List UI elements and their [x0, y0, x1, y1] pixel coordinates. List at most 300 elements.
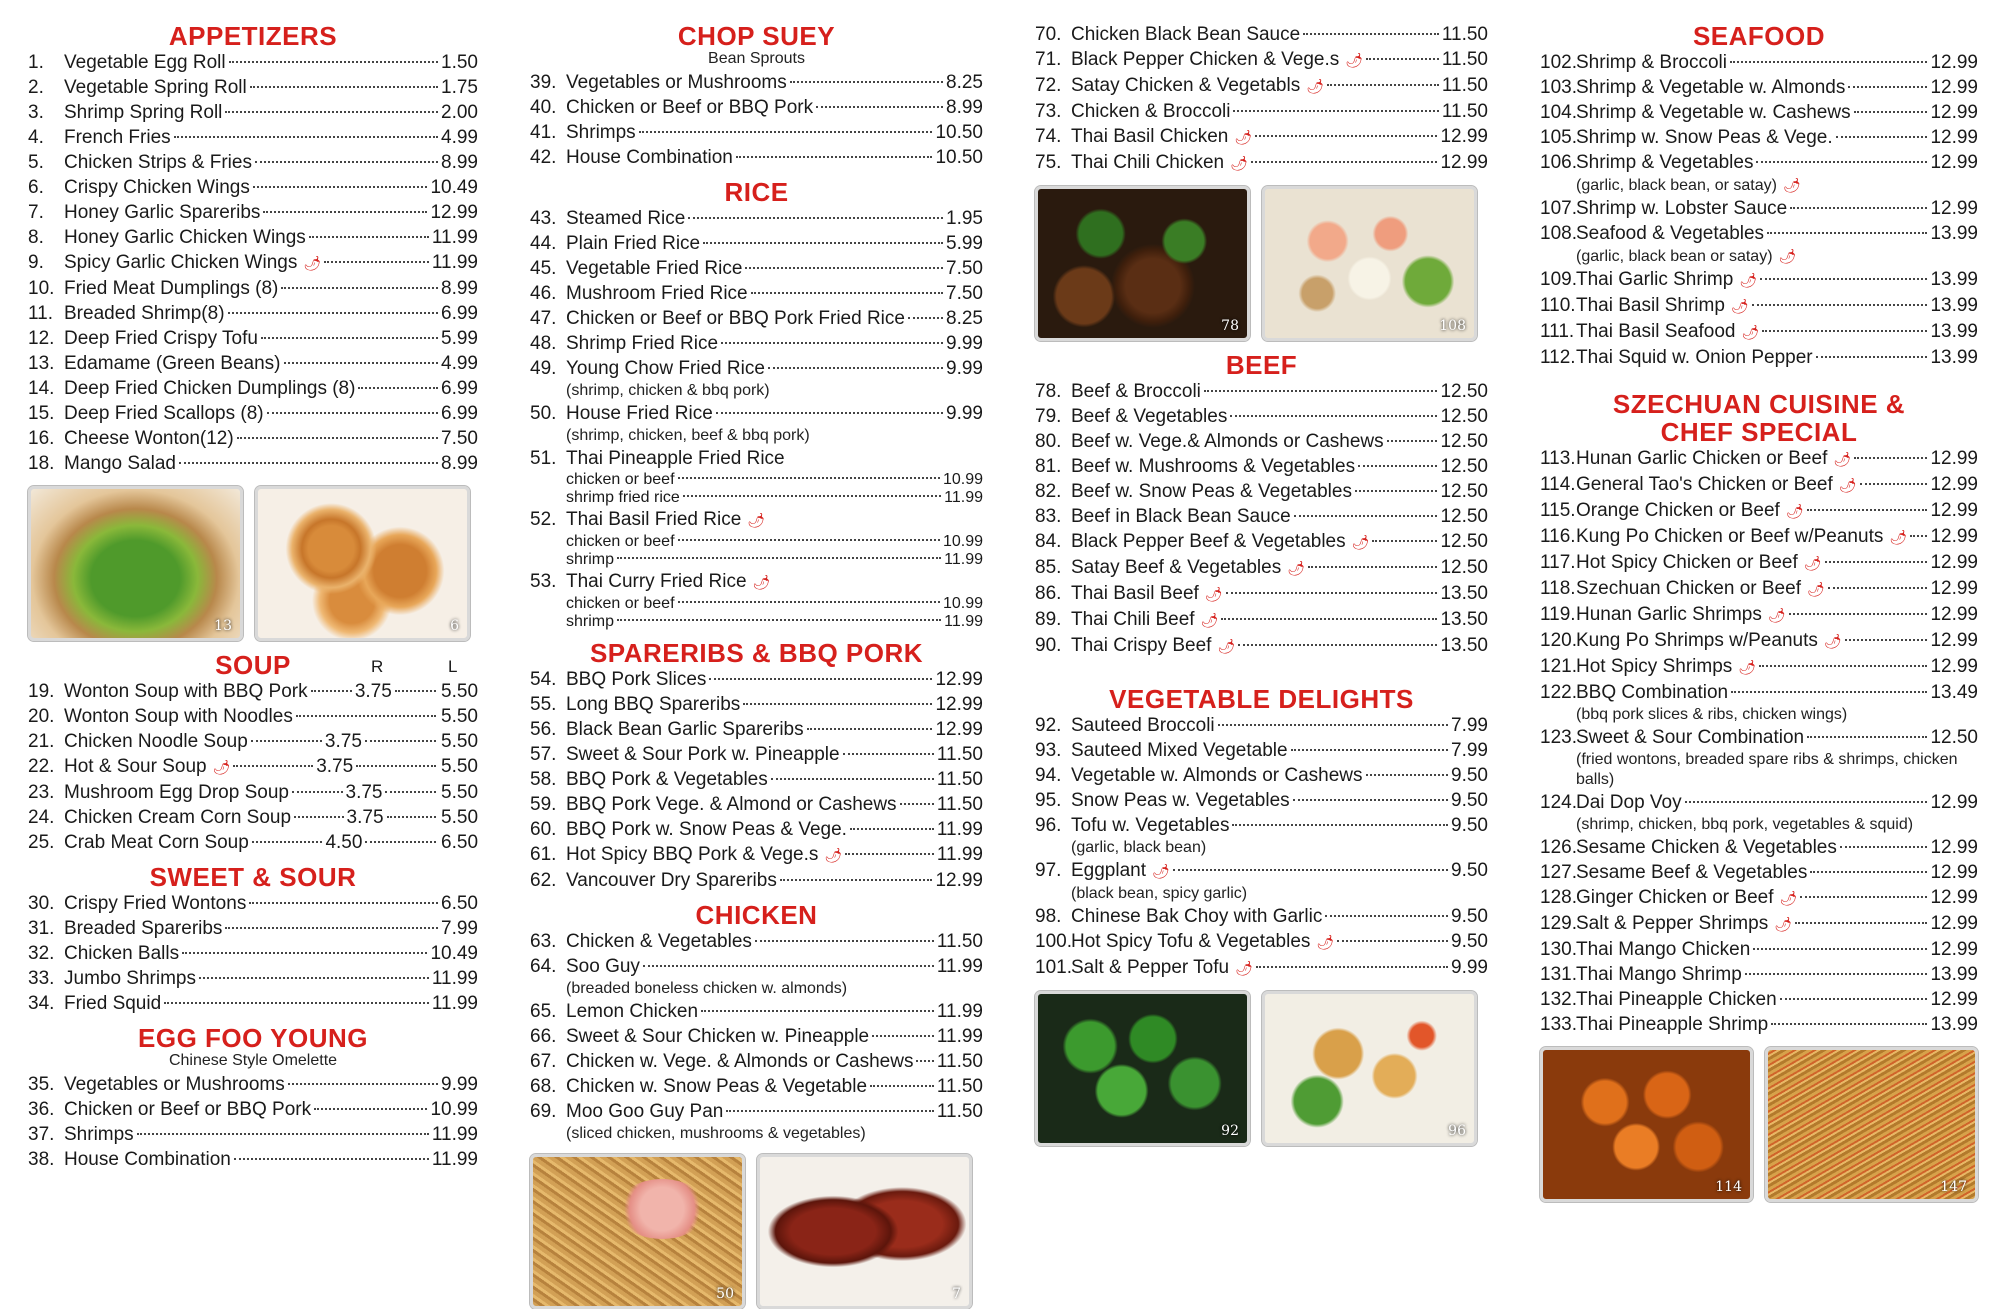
menu-item[interactable]: [530, 954, 983, 979]
item-name: Sweet & Sour Pork w. Pineapple: [566, 744, 840, 765]
item-name: Edamame (Green Beans): [64, 353, 281, 374]
menu-item[interactable]: [28, 250, 478, 276]
item-price-regular: 4.50: [325, 832, 363, 853]
item-price: 1.50: [441, 52, 478, 73]
dot-leader: [1807, 736, 1927, 738]
menu-item[interactable]: [530, 231, 983, 256]
menu-item[interactable]: [1035, 904, 1488, 929]
dot-leader: [1828, 587, 1928, 589]
menu-item[interactable]: [530, 145, 983, 170]
item-name: BBQ Pork Vege. & Almond or Cashews: [566, 794, 897, 815]
menu-item[interactable]: [1540, 937, 1978, 962]
menu-item[interactable]: [530, 306, 983, 331]
item-price: 10.99: [430, 1099, 478, 1120]
item-name: Vegetables or Mushrooms: [566, 72, 787, 93]
menu-item[interactable]: [28, 200, 478, 225]
dish-photo-number: 6: [450, 618, 459, 634]
section-title: CHICKEN: [695, 900, 818, 930]
menu-item[interactable]: [1540, 1012, 1978, 1037]
menu-item[interactable]: [1540, 911, 1978, 937]
menu-item[interactable]: [1540, 345, 1978, 370]
item-number: 8.: [28, 227, 44, 248]
chili-pepper-icon: 🌶: [1287, 560, 1305, 576]
menu-item[interactable]: [1035, 454, 1488, 479]
dot-leader: [356, 765, 436, 767]
item-number: 112.: [1540, 347, 1576, 368]
item-name: House Combination: [64, 1149, 231, 1170]
menu-item[interactable]: [1540, 987, 1978, 1012]
chili-pepper-icon: 🌶: [1838, 477, 1857, 493]
menu-item[interactable]: [530, 717, 983, 742]
item-number: 14.: [28, 378, 55, 399]
dot-leader: [736, 156, 933, 158]
item-name: Chinese Bak Choy with Garlic: [1071, 906, 1323, 927]
chili-pepper-icon: 🌶: [1152, 863, 1170, 879]
menu-item[interactable]: [1035, 555, 1488, 581]
dot-leader: [726, 1110, 933, 1112]
dot-leader: [179, 462, 438, 464]
item-number: 40.: [530, 97, 557, 118]
item-number: 61.: [530, 844, 557, 865]
menu-item[interactable]: [28, 125, 478, 150]
menu-item[interactable]: [530, 842, 983, 868]
item-option[interactable]: [530, 489, 983, 507]
item-price: 11.99: [936, 1026, 983, 1047]
menu-item[interactable]: [28, 1097, 478, 1122]
menu-item[interactable]: [1035, 504, 1488, 529]
chili-pepper-icon: 🌶: [1730, 298, 1749, 314]
menu-item[interactable]: [28, 704, 478, 729]
menu-item[interactable]: [1035, 607, 1488, 633]
menu-item[interactable]: [530, 868, 983, 893]
item-price: 12.50: [1440, 431, 1488, 452]
menu-item[interactable]: [1540, 221, 1978, 246]
menu-item[interactable]: [1540, 576, 1978, 602]
menu-item[interactable]: [530, 206, 983, 231]
item-price: 12.99: [1930, 526, 1978, 547]
item-number: 72.: [1035, 75, 1062, 96]
item-number: 45.: [530, 258, 557, 279]
dot-leader: [1255, 135, 1437, 137]
item-number: 133.: [1540, 1014, 1577, 1035]
menu-item[interactable]: [1035, 813, 1488, 838]
item-number: 52.: [530, 509, 557, 530]
item-price: 11.50: [1441, 24, 1488, 45]
item-price: 10.50: [935, 122, 983, 143]
menu-item[interactable]: [1035, 955, 1488, 981]
dot-leader: [721, 342, 943, 344]
menu-item[interactable]: [530, 569, 983, 595]
dot-leader: [768, 367, 943, 369]
item-number: 79.: [1035, 406, 1062, 427]
menu-item[interactable]: [28, 891, 478, 916]
menu-item[interactable]: [1540, 654, 1978, 680]
menu-item[interactable]: [28, 991, 478, 1016]
item-number: 1.: [28, 52, 44, 73]
size-large-label: L: [448, 657, 458, 676]
item-name: Thai Chili Chicken: [1071, 152, 1225, 173]
item-name: Deep Fried Crispy Tofu: [64, 328, 258, 349]
menu-item[interactable]: [28, 376, 478, 401]
dot-leader: [1221, 618, 1437, 620]
item-option[interactable]: [530, 533, 983, 551]
menu-item[interactable]: [1035, 929, 1488, 955]
item-name: Black Pepper Chicken & Vege.s: [1071, 49, 1340, 70]
item-number: 122.: [1540, 682, 1577, 703]
item-number: 57.: [530, 744, 557, 765]
item-option[interactable]: [530, 595, 983, 613]
menu-item[interactable]: [28, 805, 478, 830]
menu-item[interactable]: [1035, 429, 1488, 454]
menu-item[interactable]: [1035, 379, 1488, 404]
menu-item[interactable]: [28, 301, 478, 326]
dot-leader: [1759, 665, 1927, 667]
menu-item[interactable]: [28, 401, 478, 426]
item-price: 12.99: [1930, 989, 1978, 1010]
item-price: 8.25: [946, 72, 983, 93]
chili-pepper-icon: 🌶: [1774, 916, 1792, 932]
dot-leader: [1836, 136, 1928, 138]
item-number: 58.: [530, 769, 557, 790]
dot-leader: [1291, 749, 1448, 751]
item-note: [1540, 750, 1978, 790]
menu-item[interactable]: [530, 792, 983, 817]
menu-item[interactable]: [530, 817, 983, 842]
menu-item[interactable]: [530, 929, 983, 954]
item-price: 12.99: [1930, 500, 1978, 521]
item-name: Thai Curry Fried Rice: [566, 571, 747, 592]
menu-item[interactable]: [28, 100, 478, 125]
section-title: RICE: [724, 177, 789, 207]
menu-item[interactable]: [1035, 47, 1488, 73]
item-number: 38.: [28, 1149, 55, 1170]
item-price: 11.99: [431, 227, 478, 248]
menu-item[interactable]: [28, 754, 478, 780]
dot-leader: [296, 715, 436, 717]
menu-item[interactable]: [1540, 602, 1978, 628]
chili-pepper-icon: 🌶: [1803, 555, 1822, 571]
dot-leader: [678, 601, 940, 603]
menu-item[interactable]: [530, 281, 983, 306]
menu-item[interactable]: [1035, 99, 1488, 124]
menu-item[interactable]: [1035, 124, 1488, 150]
section-chicken-continued: [1035, 22, 1488, 341]
dot-leader: [780, 879, 933, 881]
menu-item[interactable]: [28, 75, 478, 100]
menu-item[interactable]: [1540, 498, 1978, 524]
item-name: Chicken w. Vege. & Almonds or Cashews: [566, 1051, 914, 1072]
item-number: 7.: [28, 202, 44, 223]
item-number: 65.: [530, 1001, 557, 1022]
section-soup: [28, 651, 478, 855]
item-note-text: (fried wontons, breaded spare ribs & shrimps, chicken balls): [1576, 751, 1958, 788]
dot-leader: [1762, 330, 1927, 332]
menu-item[interactable]: [530, 70, 983, 95]
section-title: SPARERIBS & BBQ PORK: [589, 638, 924, 668]
menu-item[interactable]: [530, 692, 983, 717]
chili-pepper-icon: 🌶: [1782, 177, 1801, 193]
dot-leader: [292, 791, 343, 793]
item-price: 9.50: [1451, 906, 1488, 927]
item-price: 4.99: [441, 353, 478, 374]
item-name: Crab Meat Corn Soup: [64, 832, 249, 853]
item-price: 12.99: [1930, 152, 1978, 173]
menu-item[interactable]: [28, 351, 478, 376]
menu-item[interactable]: [1540, 628, 1978, 654]
item-name: Beef w. Snow Peas & Vegetables: [1071, 481, 1352, 502]
item-price: 11.50: [1441, 75, 1488, 96]
menu-column-1: [0, 0, 500, 1294]
item-name: Chicken Balls: [64, 943, 180, 964]
item-price: 11.99: [431, 1124, 478, 1145]
menu-item[interactable]: [1540, 267, 1978, 293]
item-name: Salt & Pepper Tofu: [1071, 957, 1230, 978]
menu-item[interactable]: [28, 1147, 478, 1172]
item-name: Chicken w. Snow Peas & Vegetable: [566, 1076, 868, 1097]
dot-leader: [916, 1060, 933, 1062]
menu-item[interactable]: [530, 95, 983, 120]
dot-leader: [263, 211, 427, 213]
item-number: 16.: [28, 428, 55, 449]
menu-item[interactable]: [1540, 446, 1978, 472]
item-note: [530, 1124, 983, 1144]
menu-item[interactable]: [28, 451, 478, 476]
menu-item[interactable]: [1035, 633, 1488, 659]
item-number: 111.: [1540, 321, 1575, 342]
item-number: 131.: [1540, 964, 1577, 985]
item-name: Vegetable Fried Rice: [566, 258, 743, 279]
item-price: 12.99: [1930, 837, 1978, 858]
menu-item[interactable]: [28, 426, 478, 451]
item-price: 9.50: [1451, 765, 1488, 786]
item-name: Black Bean Garlic Spareribs: [566, 719, 804, 740]
item-name: Steamed Rice: [566, 208, 686, 229]
item-number: 89.: [1035, 609, 1062, 630]
dot-leader: [309, 236, 429, 238]
menu-item[interactable]: [28, 679, 478, 704]
menu-item[interactable]: [28, 225, 478, 250]
item-note-text: (black bean, spicy garlic): [1071, 885, 1248, 902]
item-name: Wonton Soup with BBQ Pork: [64, 681, 308, 702]
menu-item[interactable]: [1035, 738, 1488, 763]
item-name: Crispy Chicken Wings: [64, 177, 250, 198]
item-option[interactable]: [530, 613, 983, 631]
menu-item[interactable]: [1540, 196, 1978, 221]
menu-item[interactable]: [530, 742, 983, 767]
menu-item[interactable]: [1035, 22, 1488, 47]
menu-item[interactable]: [530, 767, 983, 792]
menu-item[interactable]: [28, 830, 478, 855]
dot-leader: [1294, 515, 1438, 517]
dot-leader: [237, 437, 438, 439]
item-price: 11.50: [1441, 101, 1488, 122]
item-name: Moo Goo Guy Pan: [566, 1101, 724, 1122]
item-price: 11.99: [431, 993, 478, 1014]
item-number: 109.: [1540, 269, 1577, 290]
item-name: Chicken or Beef or BBQ Pork Fried Rice: [566, 308, 905, 329]
item-number: 86.: [1035, 583, 1062, 604]
item-name: Shrimp w. Snow Peas & Vege.: [1576, 127, 1833, 148]
item-price: 11.99: [936, 819, 983, 840]
item-name: Satay Beef & Vegetables: [1071, 557, 1282, 578]
menu-item[interactable]: [1540, 860, 1978, 885]
item-price: 13.50: [1440, 583, 1488, 604]
item-number: 36.: [28, 1099, 55, 1120]
menu-item[interactable]: [1540, 319, 1978, 345]
menu-item[interactable]: [530, 120, 983, 145]
item-option[interactable]: [530, 471, 983, 489]
item-name: Vegetable Spring Roll: [64, 77, 247, 98]
menu-item[interactable]: [28, 326, 478, 351]
menu-item[interactable]: [1540, 75, 1978, 100]
item-option-name: chicken or beef: [566, 471, 675, 488]
item-price: 11.50: [936, 744, 983, 765]
menu-item[interactable]: [28, 729, 478, 754]
dot-leader: [137, 1133, 429, 1135]
item-option-price: 11.99: [944, 551, 983, 568]
dot-leader: [1325, 915, 1448, 917]
menu-item[interactable]: [28, 966, 478, 991]
dot-leader: [845, 853, 934, 855]
chili-pepper-icon: 🌶: [1200, 612, 1219, 628]
item-number: 115.: [1540, 500, 1576, 521]
item-price-regular: 3.75: [316, 756, 354, 777]
menu-item[interactable]: [530, 256, 983, 281]
menu-item[interactable]: [1540, 790, 1978, 815]
menu-item[interactable]: [28, 916, 478, 941]
menu-item[interactable]: [28, 1072, 478, 1097]
menu-item[interactable]: [1035, 529, 1488, 555]
menu-item[interactable]: [530, 356, 983, 381]
item-price: 11.50: [936, 794, 983, 815]
menu-item[interactable]: [1540, 962, 1978, 987]
menu-item[interactable]: [530, 667, 983, 692]
menu-item[interactable]: [530, 446, 983, 471]
menu-item[interactable]: [530, 1049, 983, 1074]
item-price: 12.99: [430, 202, 478, 223]
item-number: 129.: [1540, 913, 1577, 934]
item-name: Vancouver Dry Spareribs: [566, 870, 777, 891]
item-number: 82.: [1035, 481, 1062, 502]
menu-item[interactable]: [28, 50, 478, 75]
menu-item[interactable]: [1035, 479, 1488, 504]
item-price: 7.99: [1451, 715, 1488, 736]
section-seafood: [1540, 22, 1978, 370]
menu-item[interactable]: [1035, 788, 1488, 813]
dot-leader: [683, 495, 941, 497]
menu-item[interactable]: [1035, 581, 1488, 607]
dot-leader: [358, 387, 438, 389]
item-number: 68.: [530, 1076, 557, 1097]
menu-item[interactable]: [530, 507, 983, 533]
menu-item[interactable]: [1540, 680, 1978, 705]
menu-item[interactable]: [1540, 725, 1978, 750]
menu-item[interactable]: [1035, 150, 1488, 176]
item-price: 12.99: [1930, 552, 1978, 573]
item-number: 18.: [28, 453, 55, 474]
item-price: 8.99: [441, 152, 478, 173]
menu-item[interactable]: [28, 941, 478, 966]
menu-item[interactable]: [28, 276, 478, 301]
menu-item[interactable]: [1035, 73, 1488, 99]
item-price: 12.99: [1930, 127, 1978, 148]
item-name: Wonton Soup with Noodles: [64, 706, 293, 727]
dot-leader: [365, 740, 436, 742]
menu-item[interactable]: [28, 1122, 478, 1147]
menu-item[interactable]: [1035, 858, 1488, 884]
item-number: 34.: [28, 993, 55, 1014]
menu-item[interactable]: [530, 1024, 983, 1049]
menu-item[interactable]: [530, 1074, 983, 1099]
item-note: [1035, 838, 1488, 858]
item-price: 11.99: [431, 1149, 478, 1170]
item-note: [530, 381, 983, 401]
item-price: 9.99: [946, 403, 983, 424]
item-name: Thai Garlic Shrimp: [1576, 269, 1734, 290]
item-option[interactable]: [530, 551, 983, 569]
menu-item[interactable]: [1540, 150, 1978, 175]
menu-item[interactable]: [1540, 472, 1978, 498]
menu-item[interactable]: [1540, 835, 1978, 860]
item-name: Hunan Garlic Chicken or Beef: [1576, 448, 1828, 469]
menu-item[interactable]: [1540, 550, 1978, 576]
section-beef: [1035, 351, 1488, 659]
dot-leader: [284, 362, 439, 364]
dot-leader: [1355, 490, 1437, 492]
item-number: 130.: [1540, 939, 1577, 960]
menu-item[interactable]: [530, 1099, 983, 1124]
item-name: Plain Fried Rice: [566, 233, 701, 254]
item-price: 2.00: [441, 102, 478, 123]
item-price: 12.99: [1440, 126, 1488, 147]
menu-column-4: [1510, 0, 2000, 1294]
menu-item[interactable]: [1540, 885, 1978, 911]
item-price-large: 5.50: [441, 706, 478, 727]
chili-pepper-icon: 🌶: [1738, 659, 1757, 675]
menu-item[interactable]: [530, 999, 983, 1024]
item-number: 128.: [1540, 887, 1577, 908]
menu-item[interactable]: [1035, 763, 1488, 788]
item-number: 25.: [28, 832, 55, 853]
menu-item[interactable]: [1540, 100, 1978, 125]
menu-item[interactable]: [28, 780, 478, 805]
menu-item[interactable]: [28, 150, 478, 175]
menu-item[interactable]: [530, 331, 983, 356]
item-name: Spicy Garlic Chicken Wings: [64, 252, 298, 273]
menu-item[interactable]: [530, 401, 983, 426]
menu-item[interactable]: [28, 175, 478, 200]
menu-item[interactable]: [1540, 524, 1978, 550]
item-price-regular: 3.75: [324, 731, 362, 752]
item-price: 11.99: [936, 1001, 983, 1022]
menu-item[interactable]: [1540, 50, 1978, 75]
menu-item[interactable]: [1540, 125, 1978, 150]
dot-leader: [1173, 869, 1448, 871]
dot-leader: [1251, 161, 1438, 163]
menu-item[interactable]: [1035, 404, 1488, 429]
item-number: 120.: [1540, 630, 1577, 651]
dot-leader: [908, 317, 943, 319]
item-number: 49.: [530, 358, 557, 379]
dot-leader: [164, 1002, 429, 1004]
dot-leader: [225, 927, 438, 929]
item-number: 62.: [530, 870, 557, 891]
item-price: 12.99: [935, 719, 983, 740]
menu-item[interactable]: [1540, 293, 1978, 319]
item-name: Shrimp Spring Roll: [64, 102, 223, 123]
menu-item[interactable]: [1035, 713, 1488, 738]
dish-photo-number: 13: [214, 618, 232, 634]
